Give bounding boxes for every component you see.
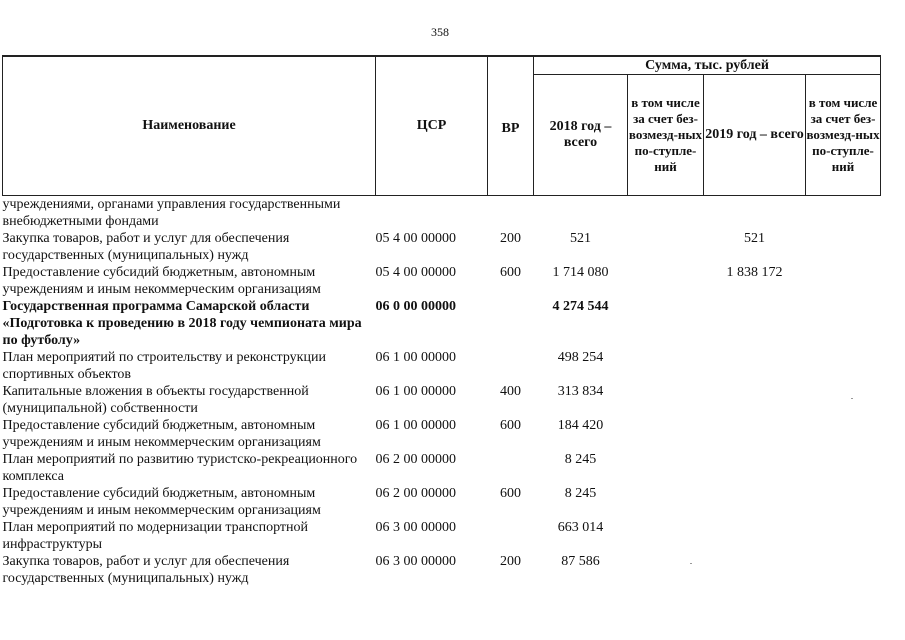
cell-csr: 06 2 00 00000 (375, 486, 456, 501)
page-number: 358 (431, 25, 449, 39)
cell-s2018: 8 245 (564, 452, 597, 467)
cell-s2019 (704, 485, 806, 519)
cell-csr (376, 196, 488, 231)
cell-f2018 (628, 349, 704, 383)
cell-s2018: 184 420 (557, 418, 604, 433)
cell-f2019 (806, 230, 881, 264)
cell-s2019 (704, 298, 806, 349)
table-row (3, 298, 881, 349)
cell-s2019 (704, 417, 806, 451)
cell-f2018 (628, 485, 704, 519)
cell-s2019 (704, 383, 806, 417)
table-row (3, 553, 881, 587)
cell-s2018: 313 834 (557, 384, 604, 399)
table-row (3, 417, 881, 451)
header-sum-group: Сумма, тыс. рублей (534, 56, 881, 75)
cell-s2019 (704, 553, 806, 587)
header-2019-free: в том числе за счет без-возмезд-ных по-ступле-ний (806, 75, 881, 196)
table-row (3, 383, 881, 417)
cell-s2018: 87 586 (561, 554, 600, 569)
cell-name: План мероприятий по строительству и реконструкции спортивных объектов (2, 350, 326, 382)
cell-s2018: 663 014 (557, 520, 604, 535)
cell-f2018 (628, 519, 704, 553)
table-row (3, 264, 881, 298)
cell-vr (488, 349, 534, 383)
cell-csr: 05 4 00 00000 (375, 231, 456, 246)
cell-f2019 (806, 553, 881, 587)
cell-f2018 (628, 298, 704, 349)
cell-csr: 06 2 00 00000 (375, 452, 456, 467)
cell-s2019 (704, 451, 806, 485)
header-2018-total: 2018 год – всего (534, 75, 628, 196)
cell-s2019 (704, 519, 806, 553)
header-vr: ВР (488, 56, 534, 196)
cell-name: Закупка товаров, работ и услуг для обеспечения государственных (муниципальных) нужд (2, 554, 290, 586)
table-body (3, 196, 881, 588)
cell-f2018 (628, 417, 704, 451)
table-row (3, 485, 881, 519)
cell-csr: 05 4 00 00000 (375, 265, 456, 280)
cell-name: Закупка товаров, работ и услуг для обеспечения государственных (муниципальных) нужд (2, 231, 290, 263)
cell-f2018 (628, 553, 704, 587)
cell-f2018 (628, 196, 704, 231)
cell-f2019 (806, 349, 881, 383)
cell-f2019 (806, 196, 881, 231)
cell-csr: 06 3 00 00000 (375, 554, 456, 569)
scan-speck (851, 398, 853, 399)
cell-s2018: 4 274 544 (552, 299, 609, 314)
cell-s2019 (704, 349, 806, 383)
cell-name: Предоставление субсидий бюджетным, автономным учреждениям и иным некоммерческим организациям (2, 486, 321, 518)
cell-vr (488, 519, 534, 553)
table-row (3, 230, 881, 264)
header-2018-free: в том числе за счет без-возмезд-ных по-ступле-ний (628, 75, 704, 196)
table-row (3, 451, 881, 485)
cell-vr: 600 (500, 418, 521, 433)
cell-s2019: 521 (744, 231, 765, 246)
header-2019-total: 2019 год – всего (704, 75, 806, 196)
cell-f2019 (806, 451, 881, 485)
cell-f2018 (628, 383, 704, 417)
cell-csr: 06 1 00 00000 (375, 418, 456, 433)
cell-name: Капитальные вложения в объекты государственной (муниципальной) собственности (2, 384, 309, 416)
cell-csr: 06 1 00 00000 (375, 350, 456, 365)
cell-f2019 (806, 383, 881, 417)
cell-s2018: 498 254 (557, 350, 604, 365)
cell-name: Предоставление субсидий бюджетным, автономным учреждениям и иным некоммерческим организациям (2, 265, 321, 297)
cell-vr: 200 (500, 554, 521, 569)
scan-speck (690, 563, 692, 564)
cell-name: План мероприятий по развитию туристско-рекреационного комплекса (2, 452, 358, 484)
cell-f2018 (628, 451, 704, 485)
cell-name: Предоставление субсидий бюджетным, автономным учреждениям и иным некоммерческим организациям (2, 418, 321, 450)
cell-f2019 (806, 264, 881, 298)
cell-vr (488, 298, 534, 349)
table-row (3, 349, 881, 383)
cell-csr: 06 3 00 00000 (375, 520, 456, 535)
cell-vr: 400 (500, 384, 521, 399)
cell-s2018: 1 714 080 (552, 265, 609, 280)
cell-s2018: 8 245 (564, 486, 597, 501)
cell-f2019 (806, 298, 881, 349)
cell-s2019: 1 838 172 (726, 265, 783, 280)
cell-vr (488, 196, 534, 231)
cell-s2019 (704, 196, 806, 231)
cell-name: Государственная программа Самарской области «Подготовка к проведению в 2018 году чемпионата мира по футболу» (2, 299, 362, 348)
cell-name: План мероприятий по модернизации транспортной инфраструктуры (2, 520, 309, 552)
header-csr: ЦСР (376, 56, 488, 196)
cell-f2018 (628, 230, 704, 264)
cell-vr: 600 (500, 486, 521, 501)
cell-f2019 (806, 417, 881, 451)
cell-f2019 (806, 485, 881, 519)
cell-csr: 06 0 00 00000 (375, 299, 456, 314)
cell-name: учреждениями, органами управления государственными внебюджетными фондами (2, 197, 341, 229)
table-row (3, 519, 881, 553)
table-header (3, 56, 881, 196)
cell-f2018 (628, 264, 704, 298)
cell-s2018 (534, 196, 628, 231)
budget-table (2, 55, 881, 587)
cell-vr: 200 (500, 231, 521, 246)
cell-csr: 06 1 00 00000 (375, 384, 456, 399)
cell-vr (488, 451, 534, 485)
table-row (3, 196, 881, 231)
cell-s2018: 521 (570, 231, 591, 246)
cell-f2019 (806, 519, 881, 553)
header-name: Наименование (3, 56, 376, 196)
cell-vr: 600 (500, 265, 521, 280)
